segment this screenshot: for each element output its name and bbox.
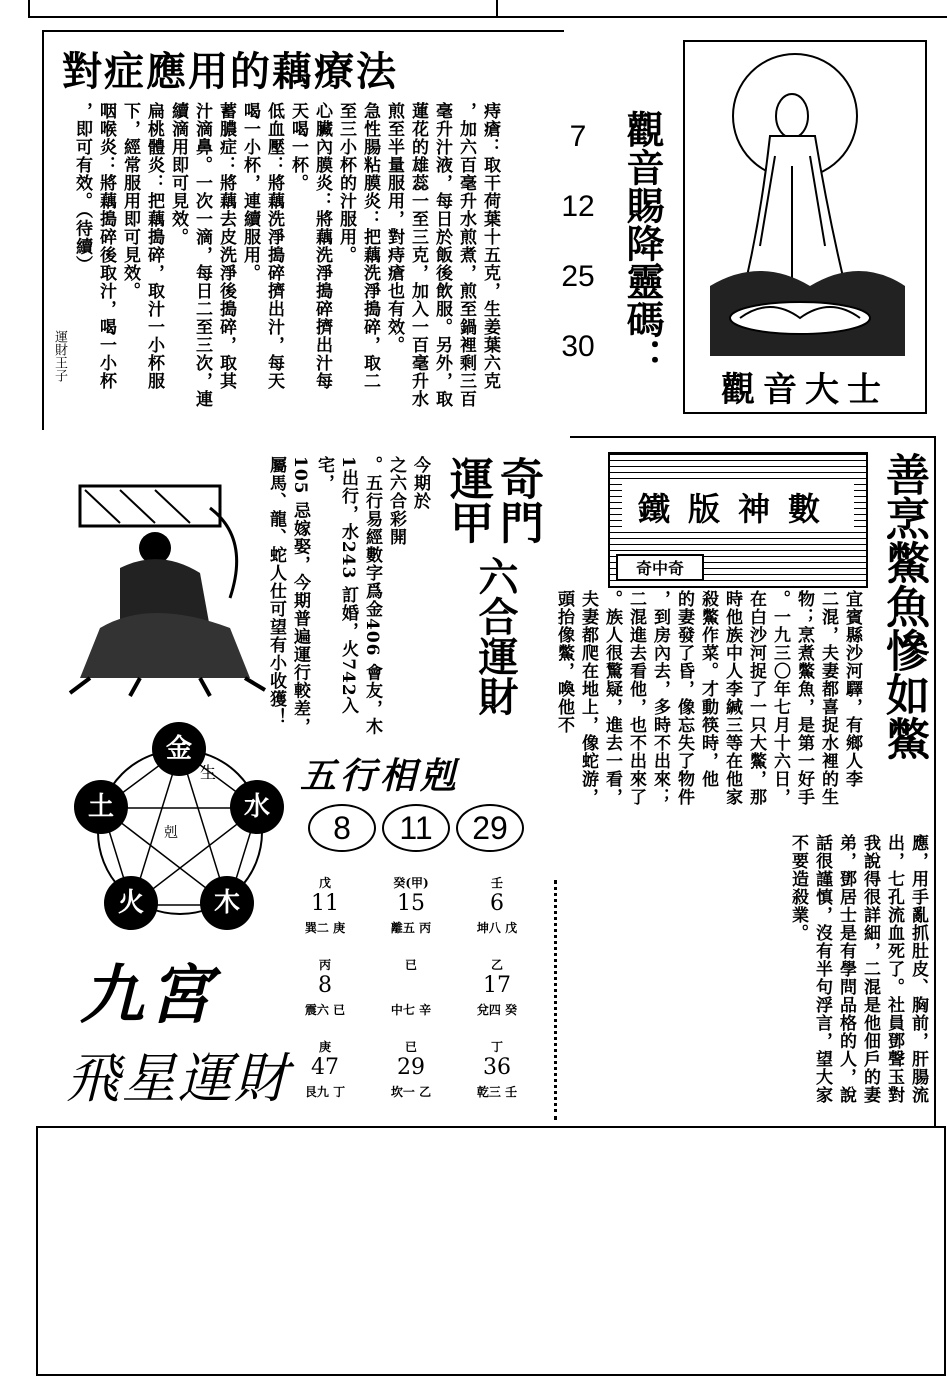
jiugong-number: 11 (311, 891, 339, 916)
jiugong-stem: 乙 (490, 958, 503, 972)
herbal-column: 心臟內膜炎：將藕洗淨搗碎擠出汁每 (312, 102, 332, 390)
qimen-title-a: 奇門 (492, 456, 543, 544)
jiugong-stem: 壬 (490, 876, 503, 890)
jiugong-stem: 丙 (318, 958, 331, 972)
page-border (36, 1126, 946, 1376)
herbal-column: 毫升汁液，每日於飯後飲服。另外，取 (432, 102, 452, 408)
herbal-column: 急性腸粘膜炎：把藕洗淨搗碎，取二 (360, 102, 380, 390)
story-column: 。一九三〇年七月十六日， (770, 590, 790, 806)
story-box-lower (760, 822, 762, 1122)
jiugong-cell (376, 874, 446, 936)
jiugong-number: 6 (490, 891, 504, 916)
herbal-column: 續滴用即可見效。 (168, 102, 188, 246)
ke-label: 剋 (164, 825, 178, 841)
qimen-line: 1出行，水243 訂婚，火742入宅， (314, 456, 358, 715)
jiugong-cell (462, 1038, 532, 1100)
story-column: 弟，鄧居士是有學問品格的人，說 (836, 834, 856, 1104)
story-column: 。族人很驚疑，進去一看， (602, 590, 622, 806)
story-columns-upper (552, 590, 864, 822)
qimen-line: 今期於 (410, 456, 430, 510)
jiugong-label: 坎一 乙 (390, 1085, 432, 1099)
jiugong-stem: 庚 (318, 1040, 331, 1054)
wuxing-number: 8 (308, 804, 376, 852)
story-title: 善烹鱉魚慘如鱉 (878, 452, 929, 760)
wuxing-heading: 五行相剋 (300, 755, 461, 797)
story-banner (608, 452, 868, 588)
herbal-column: ，加六百毫升水煎煮，煎至鍋裡剩三百 (456, 102, 476, 408)
story-columns-lower (786, 834, 930, 1124)
herbal-column: 扁桃體炎：把藕搗碎，取汁一小杯服 (144, 102, 164, 390)
jiugong-subtitle: 飛星運財 (66, 1047, 290, 1110)
jiugong-number: 15 (397, 891, 425, 916)
qimen-title (492, 456, 543, 544)
qimen-line: 。五行易經數字爲金406 會友，木 (362, 456, 382, 736)
story-banner-tag: 奇中奇 (616, 554, 704, 581)
jiugong-stem: 已 (404, 958, 417, 972)
story-text-upper (554, 590, 864, 822)
jiugong-label: 巽二 庚 (304, 921, 346, 935)
story-column: 二混，夫妻都喜捉水裡的生 (818, 590, 838, 806)
guanyin-number: 12 (561, 190, 595, 223)
qimen-columns (264, 456, 432, 736)
qimen-line: 之六合彩開 (386, 456, 406, 546)
warrior-horse-illustration (60, 478, 270, 698)
jiugong-label: 兌四 癸 (476, 1003, 518, 1017)
jiugong-cell (290, 874, 360, 936)
wuxing-number: 29 (456, 804, 524, 852)
element-earth: 土 (74, 780, 128, 834)
qimen-text-block (266, 456, 432, 736)
qimen-line: 屬馬、龍、蛇人仕可望有小收獲！ (266, 456, 286, 726)
jiugong-label: 艮九 丁 (304, 1085, 346, 1099)
herbal-column: 痔瘡：取干荷葉十五克，生姜葉六克 (480, 102, 500, 390)
jiugong-number (376, 973, 446, 1001)
jiugong-label: 離五 丙 (390, 921, 432, 935)
jiugong-title: 九宮 (80, 958, 216, 1033)
guanyin-figure-illustration (700, 46, 910, 356)
element-water: 水 (230, 780, 284, 834)
jiugong-number: 8 (318, 973, 332, 998)
jiugong-number: 47 (311, 1055, 339, 1080)
jiugong-stem: 丁 (490, 1040, 503, 1054)
jiugong-label: 乾三 壬 (476, 1085, 518, 1099)
story-banner-text: 鐵版神數 (622, 484, 854, 530)
element-metal: 金 (152, 722, 206, 776)
herbal-text-block (62, 102, 502, 422)
story-column: 在白沙河捉了一只大鱉，那 (746, 590, 766, 806)
story-column: 出，七孔流血死了。社員鄧聲玉對 (884, 834, 904, 1104)
jiugong-cell (462, 956, 532, 1018)
jiugong-cell (376, 956, 446, 1018)
jiugong-cell (376, 1038, 446, 1100)
herbal-signature: 運財王子 (52, 330, 67, 382)
herbal-column: 蓮花的雄蕊一至三克，加入一百毫升水 (408, 102, 428, 408)
wuxing-number: 11 (382, 804, 450, 852)
herbal-column: 咽喉炎：將藕搗碎後取汁，喝一小杯 (96, 102, 116, 390)
herbal-column: 汁滴鼻。一次一滴，每日二至三次，連 (192, 102, 212, 408)
qimen-line: 105 忌嫁娶，今期普遍運行較差， (290, 456, 310, 736)
story-column: 我說得很詳細，二混是他佃戶的妻 (860, 834, 880, 1104)
perforation-line (554, 880, 557, 1120)
herbal-column: 喝一小杯，連續服用。 (240, 102, 260, 282)
jiugong-grid (290, 874, 550, 1124)
story-column: 宜賓縣沙河驛，有鄉人李 (842, 590, 862, 788)
element-fire: 火 (104, 876, 158, 930)
jiugong-stem: 癸(甲) (393, 876, 429, 890)
jiugong-label: 震六 已 (304, 1003, 346, 1017)
guanyin-number: 7 (569, 120, 587, 153)
guanyin-numbers (558, 120, 598, 400)
guanyin-heading: 觀音賜降靈碼： (620, 110, 665, 376)
herbal-column: 低血壓：將藕洗淨搗碎擠出汁，每天 (264, 102, 284, 390)
herbal-column: ，即可有效。（待續） (72, 102, 92, 274)
element-wood: 木 (200, 876, 254, 930)
jiugong-number: 36 (483, 1055, 511, 1080)
herbal-columns (70, 102, 502, 422)
story-column: 話很謹慎，沒有半句浮言，望大家 (812, 834, 832, 1104)
jiugong-number: 29 (397, 1055, 425, 1080)
guanyin-number: 30 (561, 330, 595, 363)
story-column: 物；烹煮鱉魚，是第一好手 (794, 590, 814, 806)
jiugong-stem: 戊 (318, 876, 331, 890)
guanyin-number: 25 (561, 260, 595, 293)
top-rule-line (28, 16, 947, 18)
story-text-lower (770, 834, 930, 1124)
herbal-column: 下，經常服用即可見效。 (120, 102, 140, 300)
story-column: ，到房內去，多時不出來； (650, 590, 670, 806)
guanyin-caption: 觀音大士 (721, 370, 889, 410)
story-column: 二混進去看他，也不出來了 (626, 590, 646, 806)
herbal-column: 至三小杯的汁服用。 (336, 102, 356, 264)
story-column: 殺鱉作菜。才動筷時，他 (698, 590, 718, 788)
jiugong-number: 17 (483, 973, 511, 998)
jiugong-stem: 已 (404, 1040, 417, 1054)
story-column: 不要造殺業。 (788, 834, 808, 942)
qimen-title-b: 運甲 (442, 456, 493, 544)
jiugong-cell (290, 1038, 360, 1100)
story-column: 的妻發了昏，像忘失了物件 (674, 590, 694, 806)
herbal-title: 對症應用的藕療法 (62, 48, 398, 95)
jiugong-label: 坤八 戊 (476, 921, 518, 935)
herbal-column: 蓄膿症：將藕去皮洗淨後搗碎，取其 (216, 102, 236, 390)
herbal-column: 天喝一杯。 (288, 102, 308, 192)
story-column: 夫妻都爬在地上，像蛇游，頭抬像鱉，喚他不 (554, 590, 598, 806)
story-column: 應，用手亂抓肚皮、胸前，肝腸流 (908, 834, 928, 1104)
jiugong-label: 中七 辛 (390, 1003, 432, 1017)
jiugong-cell (290, 956, 360, 1018)
herbal-column: 煎至半量服用，對痔瘡也有效。 (384, 102, 404, 354)
qimen-subtitle: 六合運財 (472, 556, 519, 716)
story-column: 時他族中人李緘三等在他家 (722, 590, 742, 806)
sheng-label: 生 (200, 763, 217, 782)
jiugong-cell (462, 874, 532, 936)
